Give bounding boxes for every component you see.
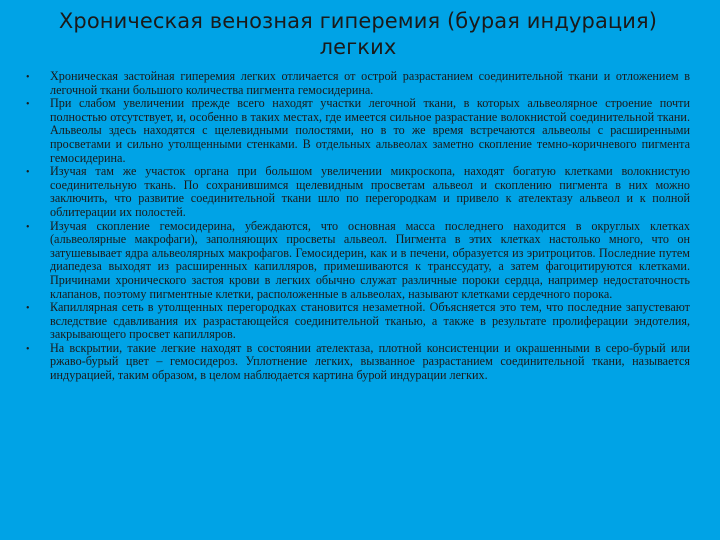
- bullet-dot-icon: •: [26, 72, 30, 83]
- bullet-item: [26, 70, 690, 97]
- bullet-dot-icon: •: [26, 221, 30, 233]
- bullet-item: [26, 342, 690, 383]
- bullet-dot-icon: •: [26, 167, 30, 179]
- bullet-dot-icon: •: [26, 303, 30, 315]
- bullet-text: На вскрытии, такие легкие находят в состоянии ателектаза, плотной консистенции и окрашенными в серо-бурый или ржаво-бурый цвет – гемосидероз. Уплотнение легких, вызванное разрастанием соединительной ткани, называется индурацией, таким образом, в целом наблюдается картина бурой индурации легких.: [50, 340, 690, 383]
- bullet-list: [26, 70, 690, 383]
- bullet-dot-icon: •: [26, 343, 30, 355]
- bullet-text: Изучая там же участок органа при большом увеличении микроскопа, находят богатую клетками волокнистую соединительную ткань. По сохранившимся щелевидным просветам альвеол и скоплению пигмента в них можно заключить, что развитие соединительной ткани шло по перегородкам и привело к ателектазу альвеол и к полной облитерации их полостей.: [50, 164, 690, 219]
- slide-title: Хроническая венозная гиперемия (бурая индурация) легких: [58, 9, 658, 59]
- bullet-text: При слабом увеличении прежде всего находят участки легочной ткани, в которых альвеолярное строение почти полностью отсутствует, и, особенно в таких местах, где имеется сильное разрастание волокнистой соединительной ткани. Альвеолы здесь находятся с щелевидными полостями, но в то же время встречаются альвеолы с расширенными просветами и сильно утолщенными стенками. В отдельных альвеолах заметно скопление темно-коричневого пигмента гемосидерина.: [50, 96, 690, 165]
- bullet-item: [26, 220, 690, 302]
- bullet-item: [26, 165, 690, 219]
- bullet-text: Капиллярная сеть в утолщенных перегородках становится незаметной. Объясняется это тем, что последние запустевают вследствие сдавливания их разрастающейся соединительной тканью, а также в результате пролиферации эндотелия, закрывающего просвет капилляров.: [50, 300, 690, 342]
- bullet-dot-icon: •: [26, 99, 30, 111]
- bullet-text: Изучая скопление гемосидерина, убеждаются, что основная масса последнего находится в округлых клетках (альвеолярные макрофаги), заполняющих просветы альвеол. Пигмента в этих клетках настолько много, что он затушевывает ядра альвеолярных макрофагов. Гемосидерин, как и в печени, образуется из эритроцитов. Последние путем диапедеза выходят из расширенных капилляров, примешиваются к транссудату, а затем фагоцитируются клетками. Причинами хронического застоя крови в легких обычно служат различные пороки сердца, например недостаточность клапанов, поэтому пигментные клетки, расположенные в альвеолах, называют клетками сердечного порока.: [50, 218, 690, 301]
- bullet-item: [26, 301, 690, 342]
- bullet-item: [26, 97, 690, 165]
- bullet-text: Хроническая застойная гиперемия легких отличается от острой разрастанием соединительной ткани и отложением в легочной ткани большого количества пигмента гемосидерина.: [50, 69, 690, 97]
